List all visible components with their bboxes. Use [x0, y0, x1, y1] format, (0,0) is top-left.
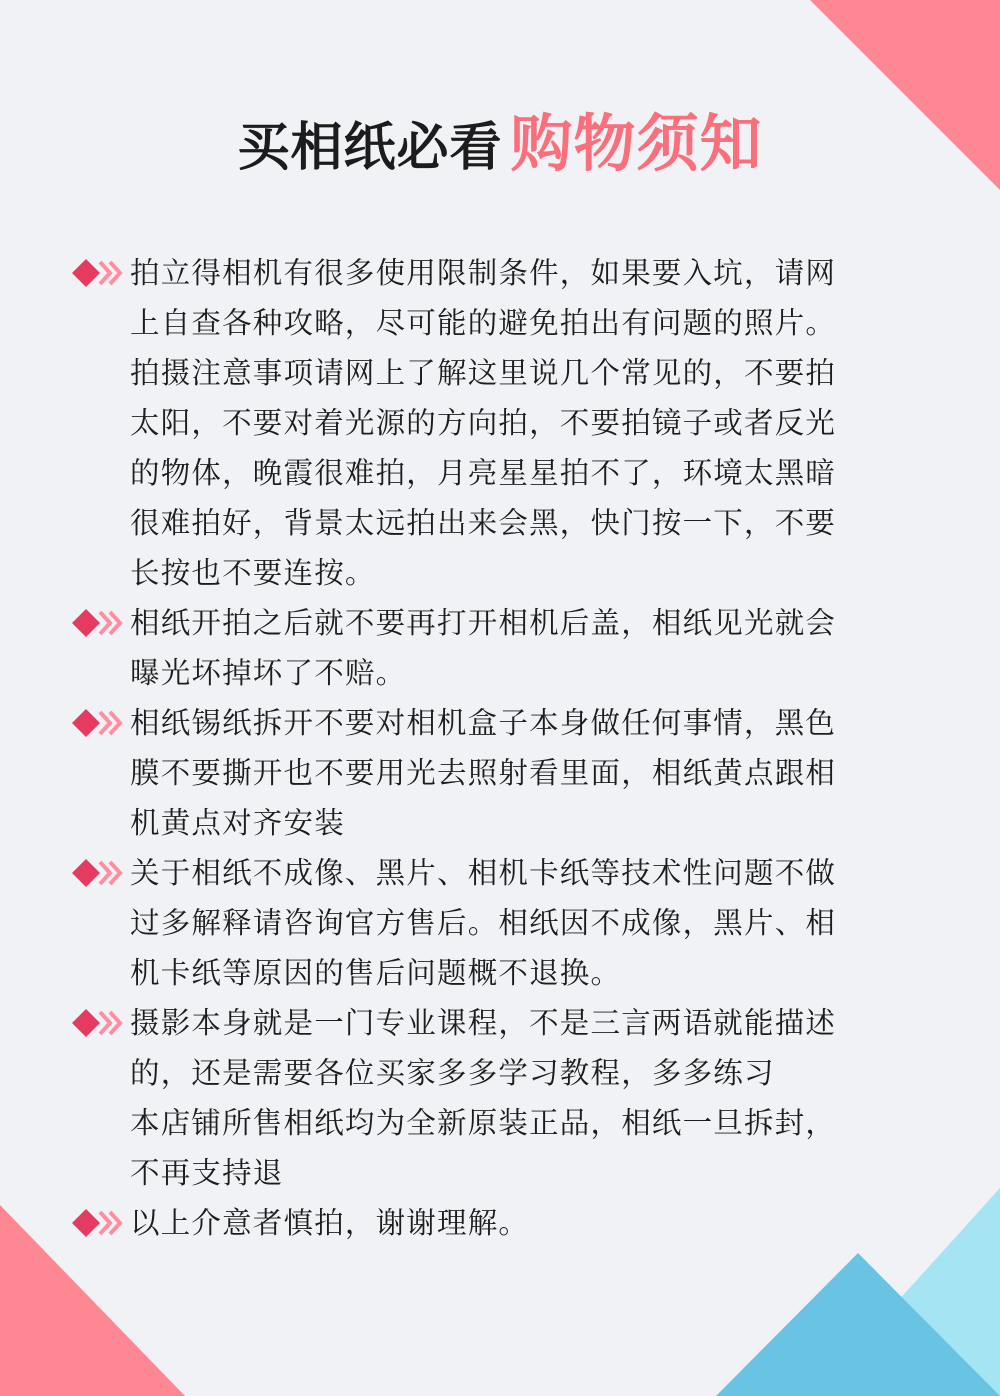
notice-line: 很难拍好，背景太远拍出来会黑，快门按一下，不要	[130, 506, 837, 540]
double-diamond-arrow-icon	[72, 857, 124, 889]
notice-line: 曝光坏掉坏了不赔。	[130, 656, 407, 690]
notice-line: 过多解释请咨询官方售后。相纸因不成像，黑片、相	[130, 906, 837, 940]
notice-line: 不再支持退	[130, 1156, 284, 1190]
notice-line: 的，还是需要各位买家多多学习教程，多多练习	[130, 1056, 775, 1090]
notice-line: 上自查各种攻略，尽可能的避免拍出有问题的照片。	[130, 306, 837, 340]
page-title	[0, 108, 1000, 184]
double-diamond-arrow-icon	[72, 257, 124, 289]
notice-text	[130, 598, 932, 698]
notice-text	[130, 698, 932, 848]
notice-line: 拍立得相机有很多使用限制条件，如果要入坑，请网	[130, 256, 837, 290]
notice-item-6	[72, 1198, 932, 1248]
notice-item-3	[72, 698, 932, 848]
notice-list	[72, 248, 932, 1248]
double-diamond-arrow-icon	[72, 1207, 124, 1239]
notice-item-2	[72, 598, 932, 698]
notice-line: 相纸锡纸拆开不要对相机盒子本身做任何事情，黑色	[130, 706, 837, 740]
notice-line: 关于相纸不成像、黑片、相机卡纸等技术性问题不做	[130, 856, 837, 890]
notice-line: 相纸开拍之后就不要再打开相机后盖，相纸见光就会	[130, 606, 837, 640]
notice-line: 本店铺所售相纸均为全新原装正品，相纸一旦拆封，	[130, 1106, 837, 1140]
notice-line: 长按也不要连按。	[130, 556, 376, 590]
notice-line: 机卡纸等原因的售后问题概不退换。	[130, 956, 622, 990]
notice-line: 膜不要撕开也不要用光去照射看里面，相纸黄点跟相	[130, 756, 837, 790]
notice-item-5	[72, 998, 932, 1198]
double-diamond-arrow-icon	[72, 707, 124, 739]
notice-line: 机黄点对齐安装	[130, 806, 345, 840]
title-highlight-text: 购物须知	[510, 107, 763, 180]
notice-text	[130, 1198, 932, 1248]
title-main-text: 买相纸必看	[237, 118, 503, 178]
double-diamond-arrow-icon	[72, 1007, 124, 1039]
notice-text	[130, 998, 932, 1198]
notice-line: 的物体，晚霞很难拍，月亮星星拍不了，环境太黑暗	[130, 456, 837, 490]
notice-text	[130, 848, 932, 998]
notice-line: 拍摄注意事项请网上了解这里说几个常见的，不要拍	[130, 356, 837, 390]
notice-item-4	[72, 848, 932, 998]
notice-text	[130, 248, 932, 598]
notice-line: 以上介意者慎拍，谢谢理解。	[130, 1206, 530, 1240]
notice-line: 太阳，不要对着光源的方向拍，不要拍镜子或者反光	[130, 406, 837, 440]
double-diamond-arrow-icon	[72, 607, 124, 639]
notice-line: 摄影本身就是一门专业课程，不是三言两语就能描述	[130, 1006, 837, 1040]
notice-item-1	[72, 248, 932, 598]
